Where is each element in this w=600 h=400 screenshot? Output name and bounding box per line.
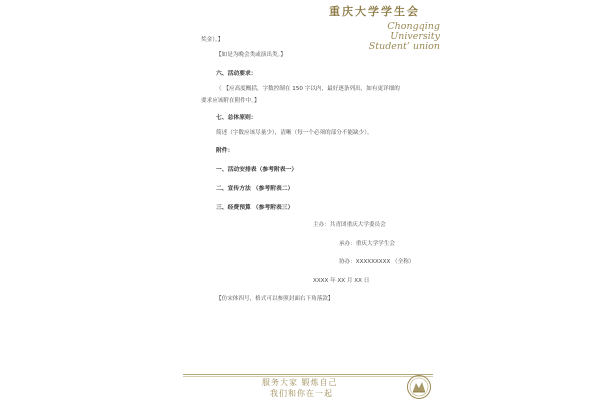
host-line: 主办：共青团重庆大学委员会 bbox=[313, 222, 386, 228]
university-seal-icon bbox=[405, 374, 433, 400]
section7-text: 简述（字数应该尽量少），清晰（每一个必须的部分不能缺少）。 bbox=[216, 130, 373, 136]
org-name-en-line2: University bbox=[390, 31, 440, 42]
section6-text-line2: 要求应该附在附件中。】 bbox=[201, 98, 260, 104]
format-note: 【仿宋体四号，格式可以参照封面右下角落款】 bbox=[216, 296, 334, 302]
footer-slogan-line2: 我们和你在一起 bbox=[270, 389, 333, 398]
date-line: XXXX 年 XX 月 XX 日 bbox=[313, 278, 370, 284]
footer-slogan-line1: 服务大家 锻炼自己 bbox=[262, 378, 338, 387]
attachments-title: 附件： bbox=[216, 148, 234, 154]
previous-line-tail: 奖金）。】 bbox=[201, 37, 224, 43]
org-name-en-line3: Student’ union bbox=[368, 41, 440, 52]
org-name-en-line1: Chongqing bbox=[387, 21, 440, 32]
section6-text-line1: （ 【应高度概括，字数控制在 150 字以内，最好逐条列出，如有更详细的 bbox=[216, 86, 400, 92]
section6-title: 六、活动要求： bbox=[216, 71, 257, 77]
attachment-item-3: 三、经费预算 （参考附表三） bbox=[216, 205, 294, 211]
attachment-item-1: 一、活动安排表（参考附表一） bbox=[216, 167, 298, 173]
section7-title: 七、总体原则： bbox=[216, 115, 257, 121]
organizer-line: 承办：重庆大学学生会 bbox=[339, 241, 395, 247]
org-name-cn: 重庆大学学生会 bbox=[329, 5, 420, 18]
footer-rule bbox=[183, 374, 433, 375]
attachment-item-2: 二、宣传方法 （参考附表二） bbox=[216, 186, 294, 192]
note-prizes: 【如是为晚会类或演出类。】 bbox=[216, 52, 286, 58]
co-organizer-line: 协办：XXXXXXXXX （全称） bbox=[339, 259, 415, 265]
